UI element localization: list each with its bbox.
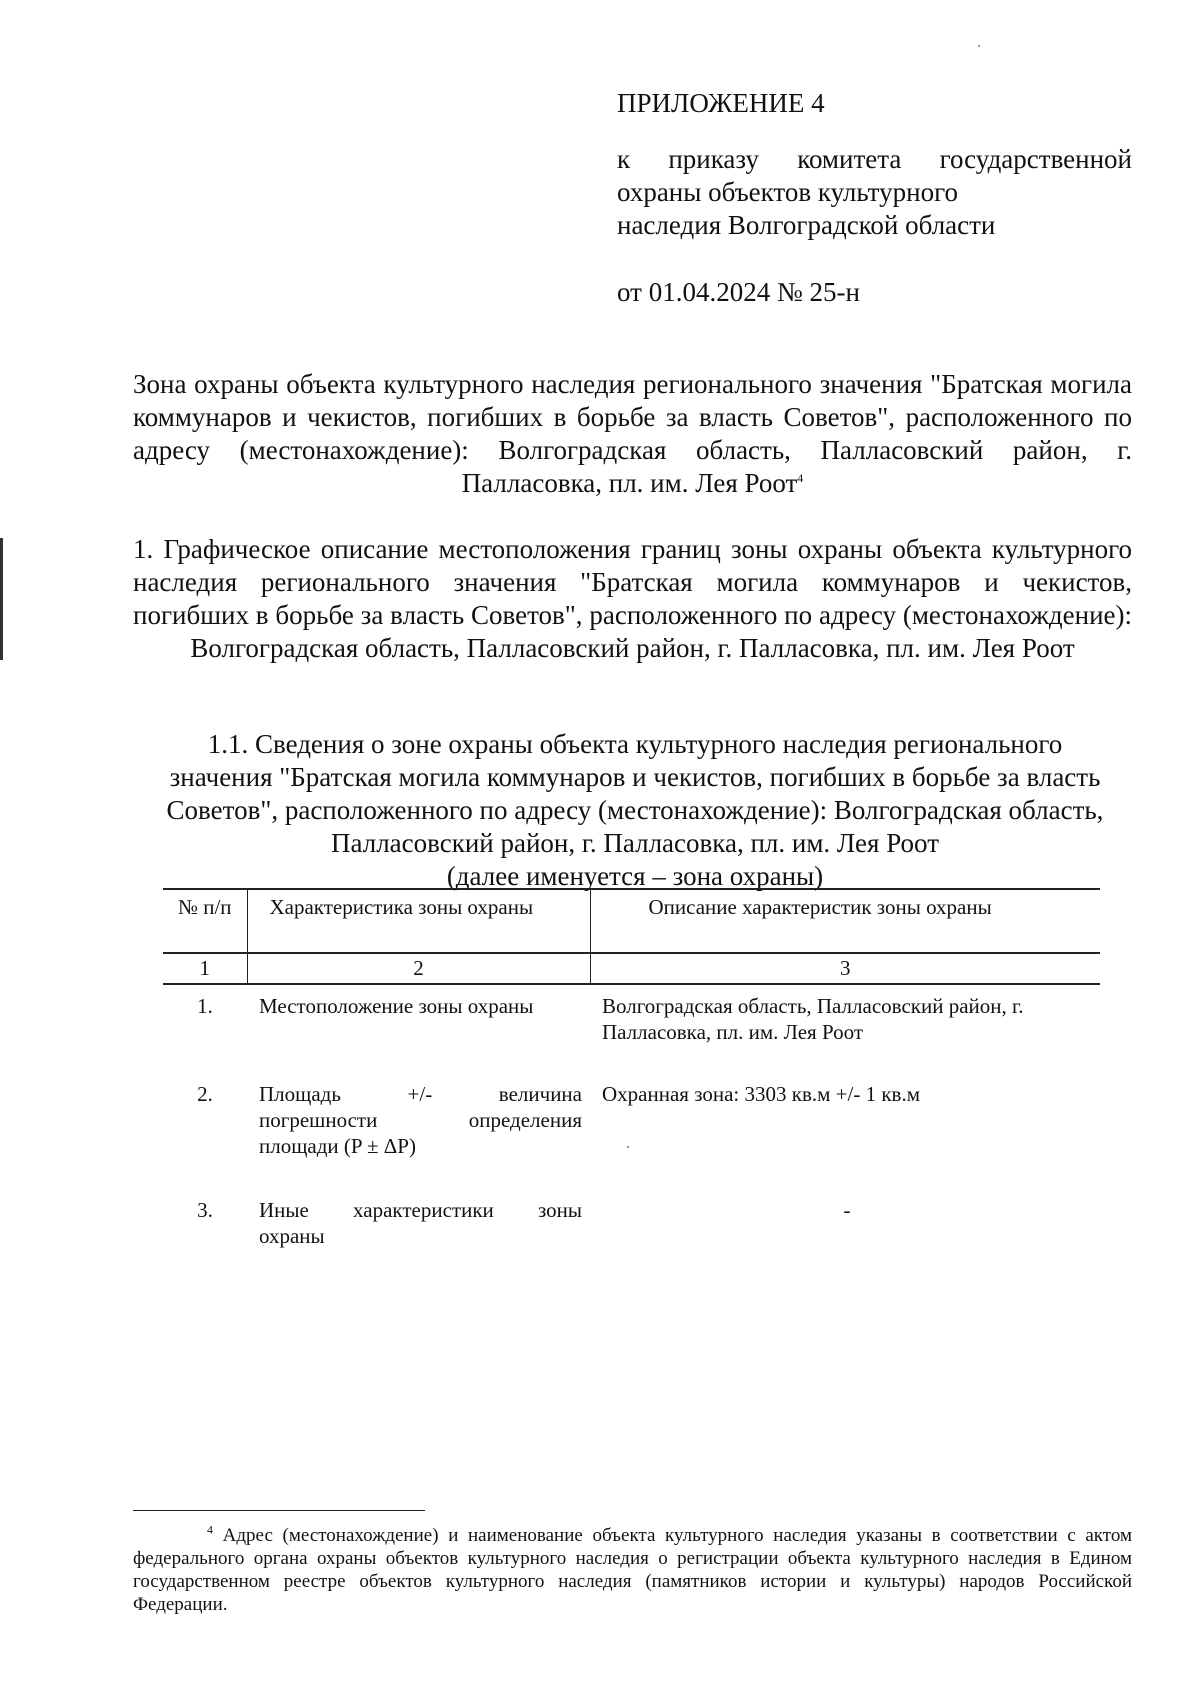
row-characteristic [247, 1189, 590, 1257]
row-description: Охранная зона: 3303 кв.м +/- 1 кв.м [602, 1082, 920, 1106]
scan-edge-mark [0, 538, 3, 660]
annex-title: ПРИЛОЖЕНИЕ 4 [617, 88, 825, 118]
header-description: Описание характеристик зоны охраны [590, 889, 1100, 953]
zone-info-table-wrapper [163, 888, 1100, 1257]
row-description: Волгоградская область, Палласовский район, г. Палласовка, пл. им. Лея Роот [602, 994, 1024, 1044]
table-row [163, 1073, 1100, 1189]
row-number: 1. [197, 994, 213, 1018]
row-characteristic: Местоположение зоны охраны [259, 994, 534, 1018]
footnote-separator [133, 1510, 425, 1511]
section-1-1-note: (далее именуется – зона охраны) [446, 861, 824, 891]
row-characteristic-line: охраны [259, 1224, 325, 1248]
footnote [133, 1524, 1132, 1616]
document-heading [133, 368, 1132, 500]
annex-order-reference [617, 143, 1132, 242]
annex-order-line: охраны объектов культурного [617, 177, 958, 207]
footnote-reference: 4 [797, 471, 804, 485]
table-row [163, 1189, 1100, 1257]
row-description: - [843, 1198, 851, 1222]
section-1-1-paragraph [138, 728, 1132, 893]
row-characteristic-line: Площадь +/- величина [259, 1082, 582, 1106]
row-characteristic-line: погрешности определения [259, 1108, 582, 1132]
table-row [163, 984, 1100, 1073]
heading-text: Зона охраны объекта культурного наследия регионального значения "Братская могила коммунаров и чекистов, погибших в борьбе за власть Советов", расположенного по адресу (местонахождение): Волгоградская область, Палласовский район, г. Палласовка, пл. им. Лея Роот [133, 369, 1132, 498]
header-num: № п/п [163, 889, 247, 953]
column-number: 3 [590, 953, 1100, 984]
footnote-marker: 4 [207, 1522, 213, 1537]
zone-info-table [163, 888, 1100, 1257]
footnote-text: Адрес (местонахождение) и наименование объекта культурного наследия указаны в соответствии с актом федерального органа охраны объектов культурного наследия о регистрации объекта культурного наследия в Едином государственном реестре объектов культурного наследия (памятников истории и культуры) народов Российской Федерации. [133, 1525, 1133, 1615]
row-characteristic [247, 1073, 590, 1189]
row-number: 3. [197, 1198, 213, 1222]
header-characteristic: Характеристика зоны охраны [247, 889, 590, 953]
column-number: 2 [247, 953, 590, 984]
row-characteristic-line: площади (P ± ΔP) [259, 1134, 416, 1158]
section-1-1-first-line: 1.1. Сведения о зоне охраны объекта культурного наследия регионального [207, 729, 1063, 759]
annex-order-line: наследия Волгоградской области [617, 210, 996, 240]
column-number: 1 [163, 953, 247, 984]
annex-order-date: от 01.04.2024 № 25-н [617, 277, 860, 307]
section-1-1-text: значения "Братская могила коммунаров и чекистов, погибших в борьбе за власть Советов", расположенного по адресу (местонахождение): Волгоградская область, Палласовский район, г. Палласовка, пл. им. Лея Роот [166, 762, 1104, 858]
annex-order-line: к приказу комитета государственной [617, 144, 1132, 174]
scan-speck [978, 45, 980, 47]
section-1-paragraph: 1. Графическое описание местоположения границ зоны охраны объекта культурного наследия регионального значения "Братская могила коммунаров и чекистов, погибших в борьбе за власть Советов", расположенного по адресу (местонахождение): Волгоградская область, Палласовский район, г. Палласовка, пл. им. Лея Роот [133, 534, 1132, 663]
row-characteristic-line: Иные характеристики зоны [259, 1198, 582, 1222]
row-number: 2. [197, 1082, 213, 1106]
table-column-numbers-row [163, 953, 1100, 984]
table-header-row [163, 889, 1100, 953]
